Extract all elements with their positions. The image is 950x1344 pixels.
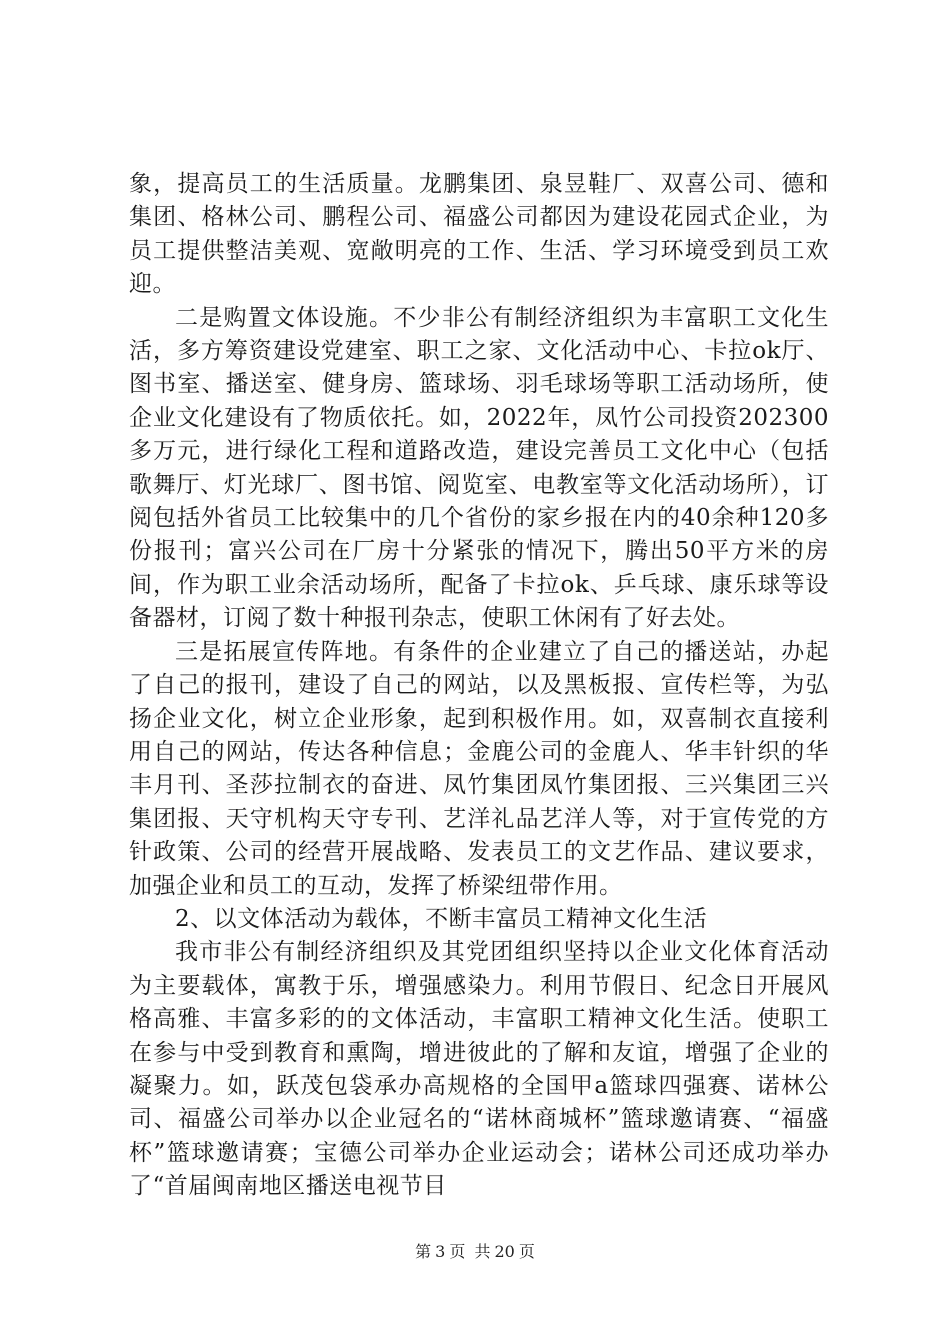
document-body xyxy=(129,168,829,1204)
paragraph-facilities: 二是购置文体设施。不少非公有制经济组织为丰富职工文化生活，多方筹资建设党建室、职工之家、文化活动中心、卡拉ok厅、图书室、播送室、健身房、篮球场、羽毛球场等职工活动场所，使企业文化建设有了物质依托。如，2022年，凤竹公司投资202300多万元，进行绿化工程和道路改造，建设完善员工文化中心（包括歌舞厅、灯光球厂、图书馆、阅览室、电教室等文化活动场所），订阅包括外省员工比较集中的几个省份的家乡报在内的40余种120多份报刊；富兴公司在厂房十分紧张的情况下，腾出50平方米的房间，作为职工业余活动场所，配备了卡拉ok、乒乓球、康乐球等设备器材，订阅了数十种报刊杂志，使职工休闲有了好去处。 xyxy=(129,304,829,632)
page-suffix: 页 xyxy=(449,1242,466,1261)
paragraph-continued: 象，提高员工的生活质量。龙鹏集团、泉昱鞋厂、双喜公司、德和集团、格林公司、鹏程公司、福盛公司都因为建设花园式企业，为员工提供整洁美观、宽敞明亮的工作、生活、学习环境受到员工欢迎。 xyxy=(129,171,829,298)
page-footer xyxy=(0,1242,950,1262)
total-suffix: 页 xyxy=(518,1242,535,1261)
page-number: 3 xyxy=(435,1242,446,1261)
total-prefix: 共 xyxy=(474,1242,491,1261)
paragraph-publicity: 三是拓展宣传阵地。有条件的企业建立了自己的播送站，办起了自己的报刊，建设了自己的网站，以及黑板报、宣传栏等，为弘扬企业文化，树立企业形象，起到积极作用。如，双喜制衣直接利用自己的网站，传达各种信息；金鹿公司的金鹿人、华丰针织的华丰月刊、圣莎拉制衣的奋进、凤竹集团凤竹集团报、三兴集团三兴集团报、天守机构天守专刊、艺洋礼品艺洋人等，对于宣传党的方针政策、公司的经营开展战略、发表员工的文艺作品、建议要求，加强企业和员工的互动，发挥了桥梁纽带作用。 xyxy=(129,638,829,899)
page-prefix: 第 xyxy=(415,1242,432,1261)
section-heading: 2、以文体活动为载体，不断丰富员工精神文化生活 xyxy=(175,905,708,932)
paragraph-activities: 我市非公有制经济组织及其党团组织坚持以企业文化体育活动为主要载体，寓教于乐，增强感染力。利用节假日、纪念日开展风格高雅、丰富多彩的的文体活动，丰富职工精神文化生活。使职工在参与中受到教育和熏陶，增进彼此的了解和友谊，增强了企业的凝聚力。如，跃茂包袋承办高规格的全国甲a篮球四强赛、诺林公司、福盛公司举办以企业冠名的“诺林商城杯”篮球邀请赛、“福盛杯”篮球邀请赛；宝德公司举办企业运动会；诺林公司还成功举办了“首届闽南地区播送电视节目 xyxy=(129,939,829,1200)
total-pages: 20 xyxy=(494,1242,515,1261)
